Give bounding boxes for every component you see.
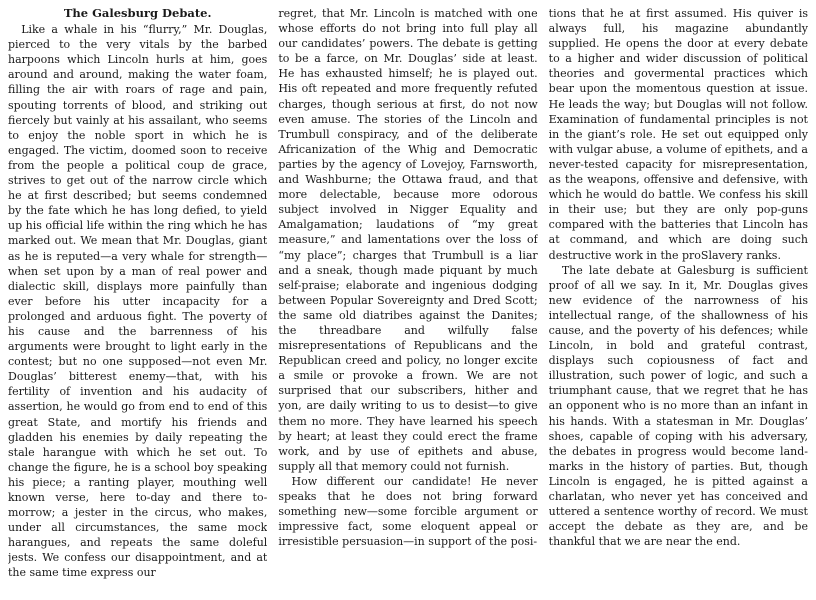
paragraph: tions that he at first assumed. His quiver is always full, his magazine abundantly supplied. He opens the door at every debate to a higher and wider discussion of political theories and govermental practices which bear upon the momentous question at issue. He leads the way; but Douglas will not follow. Examination of fundamental principles is not in the giant’s role. He set out equipped only with vulgar abuse, a volume of epithets, and a never-tested capacity for misrepresentation, as the weapons, offensive and defensive, with which he would do battle. We confess his skill in their use; but they are only pop-guns compared with the batteries that Lincoln has at command, and which are doing such destructive work in the proSlavery ranks.: [548, 7, 808, 262]
column-3: [549, 6, 808, 596]
paragraph: How different our candidate! He never speaks that he does not bring forward something new—some forcible argument or impressive fact, some eloquent appeal or irresistible persuasion—in support of the posi-: [278, 474, 538, 549]
column-2: [278, 6, 537, 596]
article-columns: [8, 6, 808, 596]
paragraph: regret, that Mr. Lincoln is matched with one whose efforts do not bring into full play all our candidates’ powers. The debate is getting to be a farce, on Mr. Douglas’ side at least. He has exhausted himself; he is played out. His oft repeated and more frequently refuted charges, though serious at first, do not now even amuse. The stories of the Lincoln and Trumbull conspiracy, and of the deliberate Africanization of the Whig and Democratic parties by the agency of Lovejoy, Farnsworth, and Washburne; the Ottawa fraud, and that more delectable, because more odorous subject involved in Nigger Equality and Amalgamation; laudations of “my great measure,” and lamentations over the loss of “my place”; charges that Trumbull is a liar and a sneak, though made piquant by much self-praise; elaborate and ingenious dodging between Popular Sovereignty and Dred Scott; the same old diatribes against the Danites; the threadbare and wilfully false misrepresentations of Republicans and the Republican creed and policy, no longer excite a smile or provoke a frown. We are not surprised that our subscribers, hither and yon, are daily writing to us to desist—to give them no more. They have learned his speech by heart; at least they could erect the frame work, and by use of epithets and abuse, supply all that memory could not furnish.: [278, 7, 538, 473]
column-1: [8, 6, 267, 596]
paragraph: The late debate at Galesburg is sufficient proof of all we say. In it, Mr. Douglas gives new evidence of the narrowness of his intellectual range, of the shallowness of his cause, and the poverty of his defences; while Lincoln, in bold and grateful contrast, displays such copiousness of fact and illustration, such power of logic, and such a triumphant cause, that we regret that he has an opponent who is no more than an infant in his hands. With a statesman in Mr. Douglas’ shoes, capable of coping with his adversary, the debates in progress would become land-marks in the history of parties. But, though Lincoln is engaged, he is pitted against a charlatan, who never yet has conceived and uttered a sentence worthy of record. We must accept the debate as they are, and be thankful that we are near the end.: [548, 263, 808, 549]
paragraph: Like a whale in his “flurry,” Mr. Douglas, pierced to the very vitals by the barbed harpoons which Lincoln hurls at him, goes around and around, making the water foam, filling the air with roars of rage and pain, spouting torrents of blood, and striking out fiercely but vainly at his assailant, who seems to enjoy the noble sport in which he is engaged. The victim, doomed soon to receive from the people a political coup de grace, strives to get out of the narrow circle which he at first described; but seems condemned by the fate which he has long defied, to yield up his official life within the ring which he has marked out. We mean that Mr. Douglas, giant as he is reputed—a very whale for strength—when set upon by a man of real power and dialectic skill, displays more painfully than ever before his utter incapacity for a prolonged and arduous fight. The poverty of his cause and the barrenness of his arguments were brought to light early in the contest; but no one supposed—not even Mr. Douglas’ bitterest enemy—that, with his fertility of invention and his audacity of assertion, he would go from end to end of this great State, and mortify his friends and gladden his enemies by daily repeating the stale harangue with which he set out. To change the figure, he is a school boy speaking his piece; a ranting player, mouthing well known verse, here to-day and there to-morrow; a jester in the circus, who makes, under all circumstances, the same mock harangues, and repeats the same doleful jests. We confess our disappointment, and at the same time express our: [8, 23, 268, 580]
article-headline: The Galesburg Debate.: [63, 6, 212, 20]
